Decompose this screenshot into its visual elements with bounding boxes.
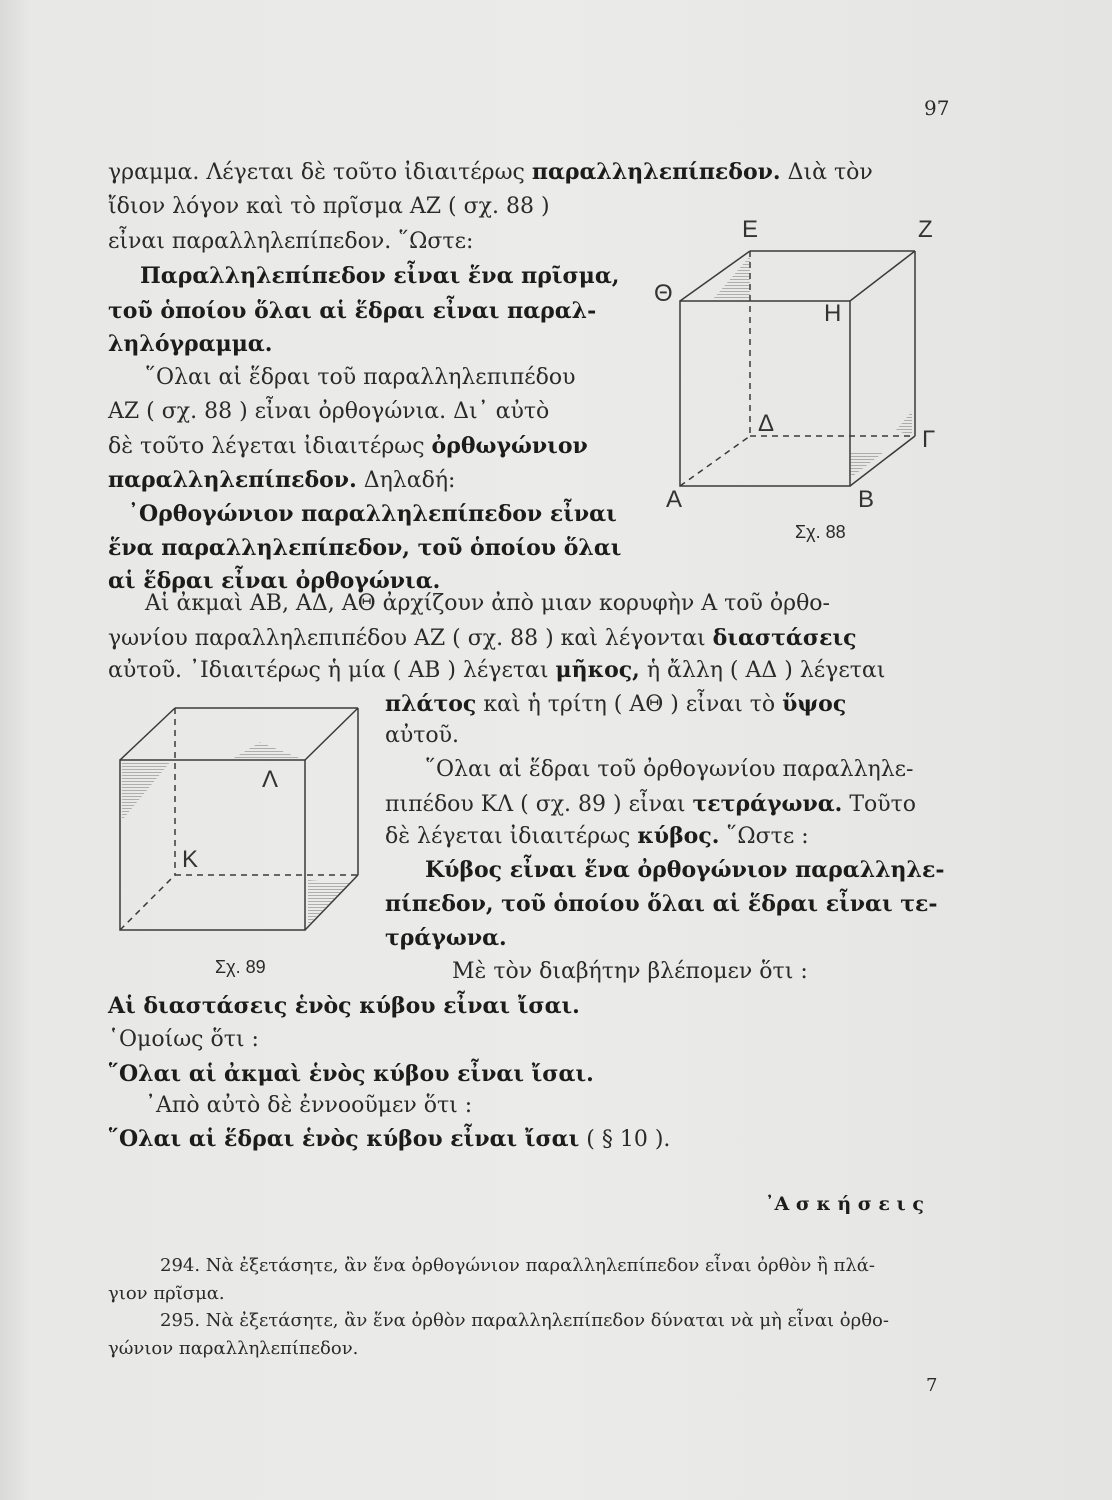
paragraph-line: ῞Ολαι αἱ ἕδραι τοῦ ὀρθογωνίου παραλληλε-: [425, 757, 914, 782]
exercise-295: 295. Νὰ ἐξετάσητε, ἂν ἕνα ὀρθὸν παραλληλεπίπεδον δύναται νὰ μὴ εἶναι ὀρθο-: [160, 1310, 889, 1331]
paragraph-line: ῞Ολαι αἱ ἕδραι τοῦ παραλληλεπιπέδου: [145, 365, 576, 390]
paragraph-line: δὲ τοῦτο λέγεται ἰδιαιτέρως ὀρθωγώνιον: [108, 433, 588, 459]
definition-line: ἕνα παραλληλεπίπεδον, τοῦ ὁποίου ὅλαι: [108, 535, 622, 561]
statement-line: ῞Ολαι αἱ ἀκμαὶ ἑνὸς κύβου εἶναι ἴσαι.: [108, 1061, 594, 1087]
paragraph-line: αὐτοῦ.: [385, 723, 460, 748]
statement-line: ῞Ολαι αἱ ἕδραι ἑνὸς κύβου εἶναι ἴσαι ( § 10 ).: [108, 1126, 671, 1152]
vertex-label-h: Η: [824, 300, 842, 327]
vertex-label-gamma: Γ: [922, 426, 936, 453]
definition-line: πίπεδον, τοῦ ὁποίου ὅλαι αἱ ἕδραι εἶναι τε-: [385, 891, 938, 917]
vertex-label-delta: Δ: [758, 410, 775, 437]
figure-89-cube: [110, 700, 370, 945]
definition-line: τράγωνα.: [385, 925, 507, 951]
vertex-label-b: Β: [858, 486, 875, 513]
figure-88-parallelepiped: [650, 216, 950, 516]
definition-line: ληλόγραμμα.: [108, 331, 273, 357]
definition-line: αἱ ἕδραι εἶναι ὀρθογώνια.: [108, 568, 441, 594]
paragraph-line: πιπέδου ΚΛ ( σχ. 89 ) εἶναι τετράγωνα. Τοῦτο: [385, 791, 917, 817]
paragraph-line: δὲ λέγεται ἰδιαιτέρως κύβος. ῞Ωστε :: [385, 823, 809, 849]
vertex-label-z: Ζ: [918, 216, 933, 243]
paragraph-line: αὐτοῦ. ᾽Ιδιαιτέρως ἡ μία ( ΑΒ ) λέγεται μῆκος, ἡ ἄλλη ( ΑΔ ) λέγεται: [108, 657, 886, 683]
figure-88-caption: Σχ. 88: [795, 522, 846, 542]
vertex-label-a: Α: [666, 486, 683, 513]
paragraph-line: Αἱ ἀκμαὶ ΑΒ, ΑΔ, ΑΘ ἀρχίζουν ἀπὸ μιαν κορυφὴν Α τοῦ ὀρθο-: [145, 591, 830, 616]
paragraph-line: γωνίου παραλληλεπιπέδου ΑΖ ( σχ. 88 ) καὶ λέγονται διαστάσεις: [108, 625, 857, 651]
definition-line: Παραλληλεπίπεδον εἶναι ἕνα πρῖσμα,: [140, 263, 620, 289]
paragraph-line: γραμμα. Λέγεται δὲ τοῦτο ἰδιαιτέρως παραλληλεπίπεδον. Διὰ τὸν: [108, 159, 873, 185]
exercise-294: 294. Νὰ ἐξετάσητε, ἂν ἕνα ὀρθογώνιον παραλληλεπίπεδον εἶναι ὀρθὸν ἢ πλά-: [160, 1255, 875, 1276]
paragraph-line: ᾽Απὸ αὐτὸ δὲ ἐννοοῦμεν ὅτι :: [145, 1093, 473, 1118]
paragraph-line: ΑΖ ( σχ. 88 ) εἶναι ὀρθογώνια. Δι᾽ αὐτὸ: [108, 399, 550, 424]
vertex-label-e: Ε: [742, 216, 759, 243]
vertex-label-theta: Θ: [654, 280, 673, 307]
paragraph-line: πλάτος καὶ ἡ τρίτη ( ΑΘ ) εἶναι τὸ ὕψος: [385, 691, 847, 717]
definition-line: τοῦ ὁποίου ὅλαι αἱ ἕδραι εἶναι παραλ-: [108, 298, 597, 324]
paragraph-line: ἴδιον λόγον καὶ τὸ πρῖσμα ΑΖ ( σχ. 88 ): [108, 194, 550, 219]
paragraph-line: ῾Ομοίως ὅτι :: [108, 1027, 259, 1052]
exercise-294-cont: γιον πρῖσμα.: [108, 1283, 225, 1304]
paragraph-line: Μὲ τὸν διαβήτην βλέπομεν ὅτι :: [452, 959, 808, 984]
paragraph-line: παραλληλεπίπεδον. Δηλαδή:: [108, 467, 456, 493]
vertex-label-k: Κ: [182, 846, 199, 873]
vertex-label-lambda: Λ: [262, 766, 279, 793]
signature-number: 7: [926, 1375, 938, 1396]
exercises-heading: ᾽Α σ κ ή σ ε ι ς: [765, 1193, 924, 1215]
definition-line: ᾽Ορθογώνιον παραλληλεπίπεδον εἶναι: [128, 501, 617, 527]
exercise-295-cont: γώνιον παραλληλεπίπεδον.: [108, 1338, 359, 1359]
definition-line: Κύβος εἶναι ἕνα ὀρθογώνιον παραλληλε-: [425, 857, 945, 883]
statement-line: Αἱ διαστάσεις ἑνὸς κύβου εἶναι ἴσαι.: [108, 993, 580, 1019]
page-number: 97: [924, 96, 950, 120]
figure-89-caption: Σχ. 89: [215, 957, 266, 977]
paragraph-line: εἶναι παραλληλεπίπεδον. ῞Ωστε:: [108, 229, 474, 254]
